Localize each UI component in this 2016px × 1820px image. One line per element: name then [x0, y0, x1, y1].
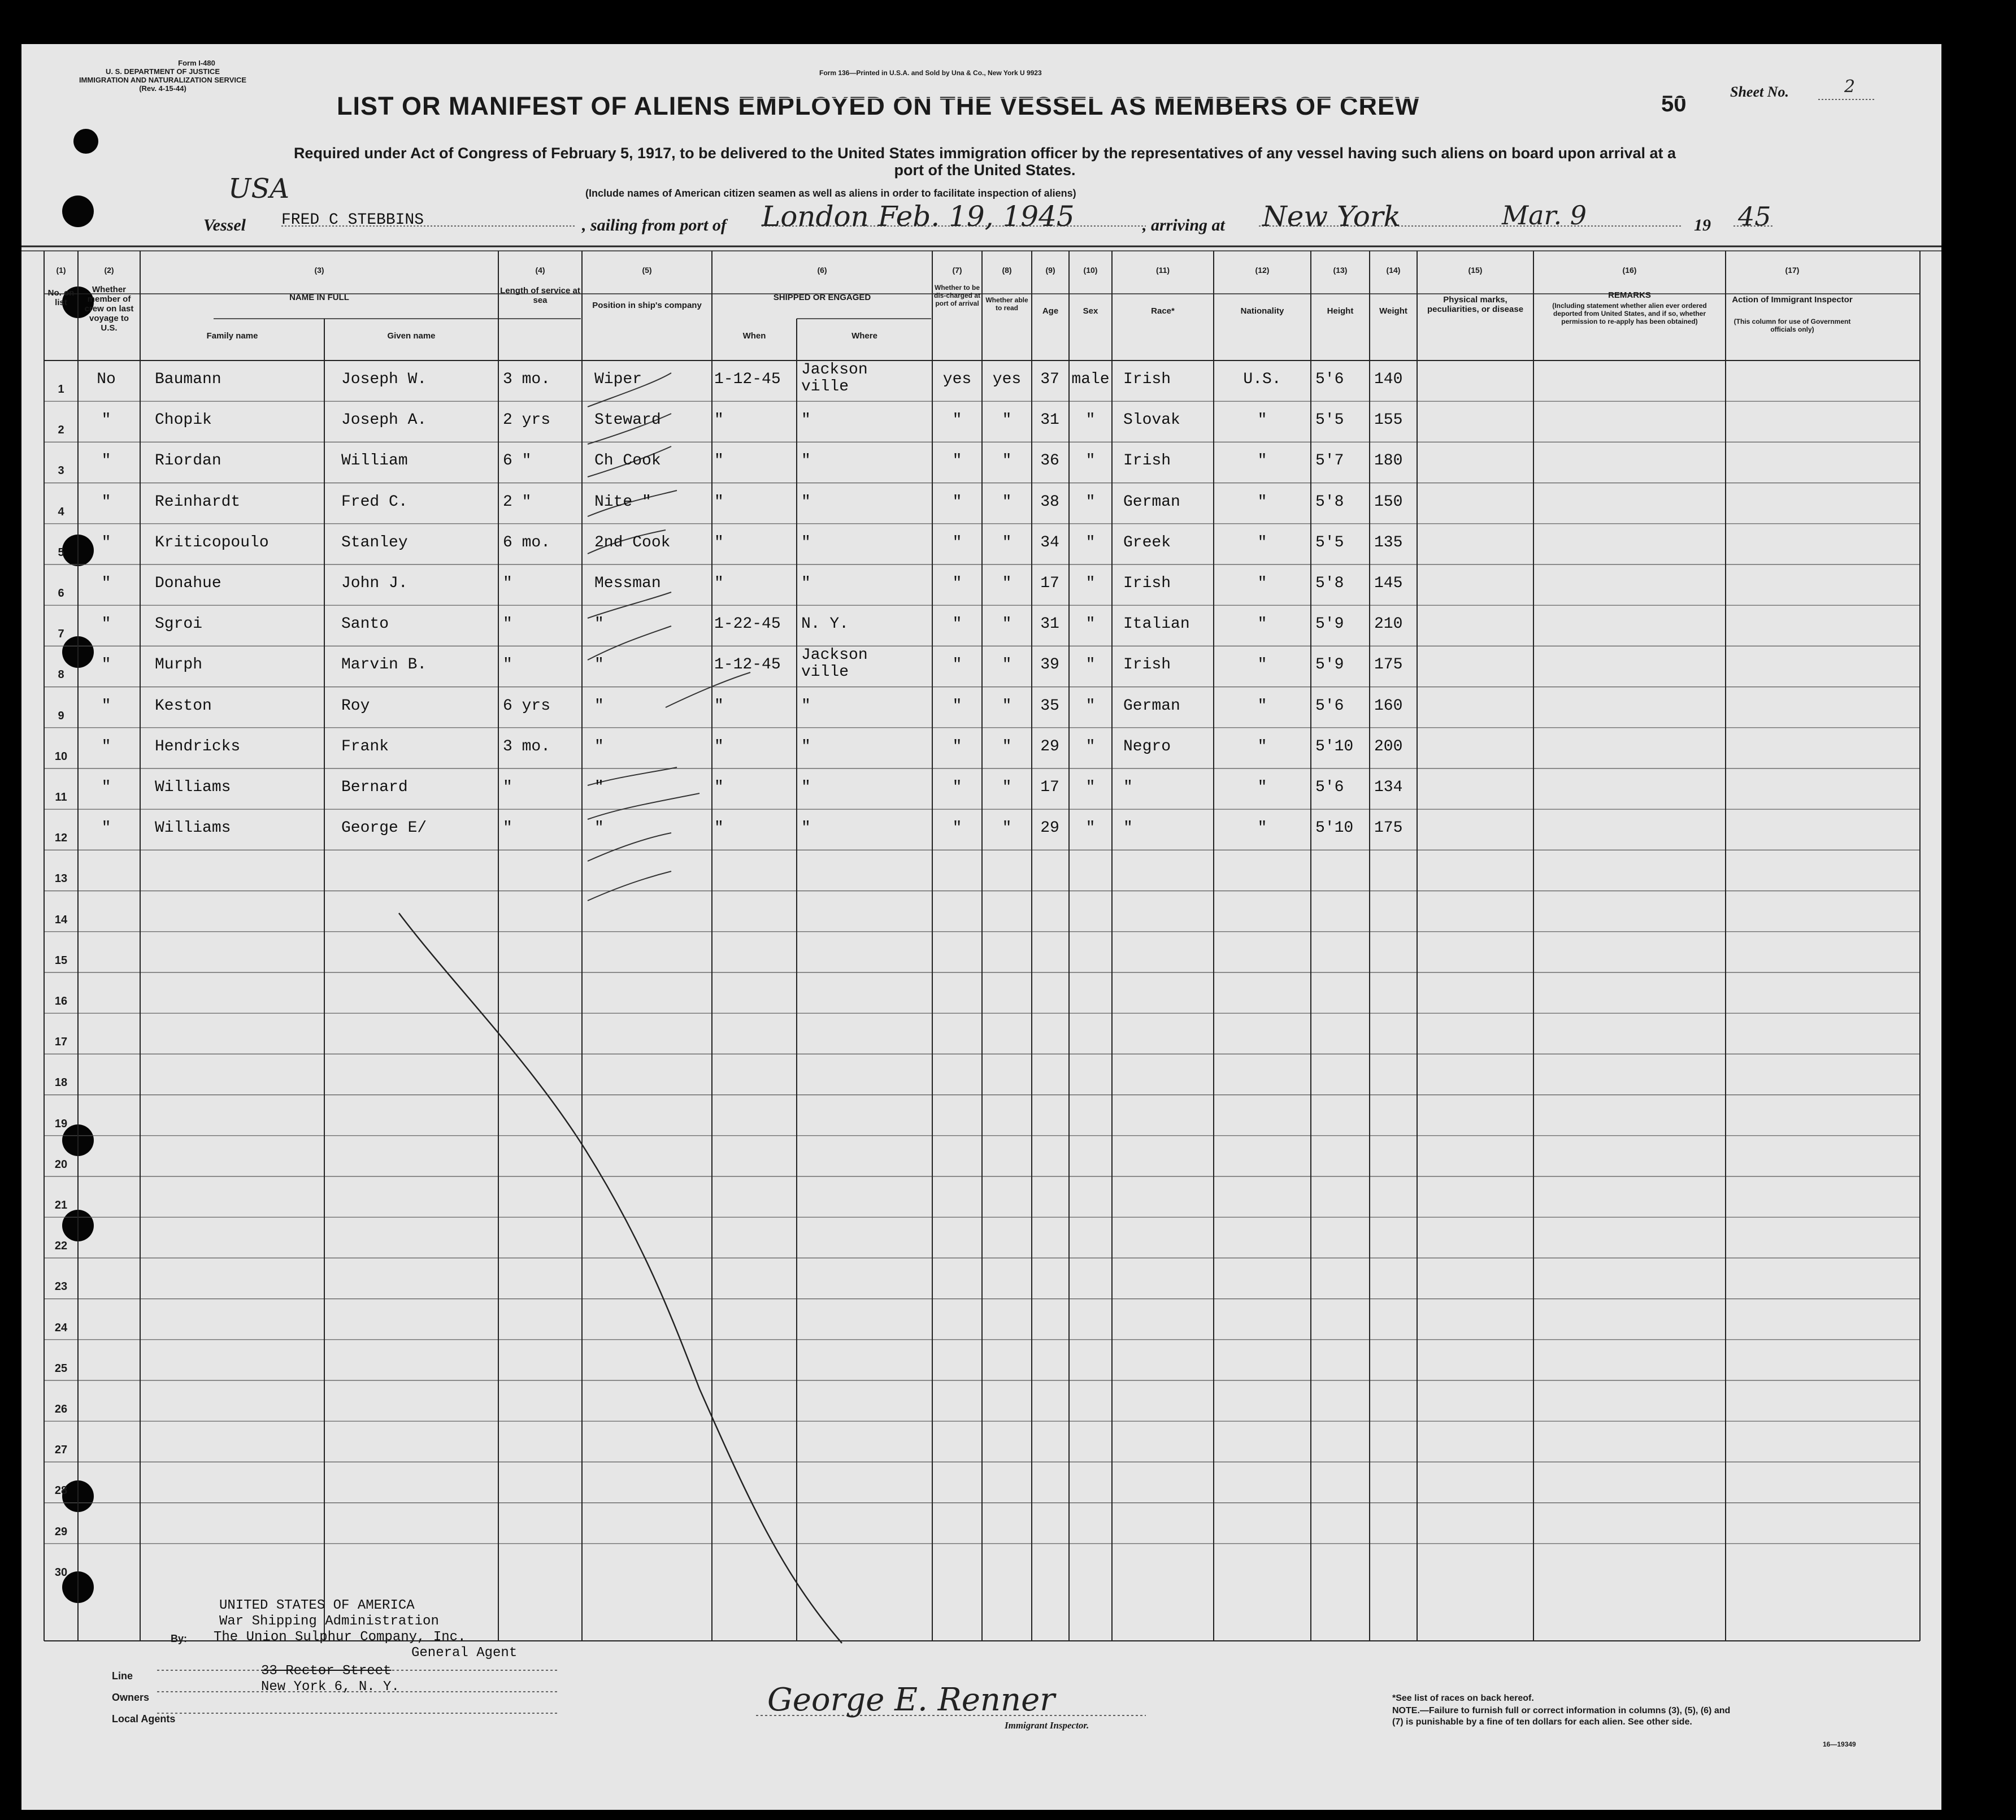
cell-age: 39 [1040, 656, 1059, 674]
cell-weight: 210 [1374, 615, 1403, 633]
cell-nationality: " [1257, 452, 1267, 470]
cell-when: 1-12-45 [714, 656, 781, 674]
cell-age: 29 [1040, 737, 1059, 755]
col-member-last-voyage: Whether member of crew on last voyage to U.S. [84, 285, 134, 333]
form-number: Form I-480 [178, 59, 215, 67]
cell-where: " [801, 697, 811, 715]
cell-given: Santo [341, 615, 389, 633]
line-label: Line [112, 1670, 133, 1682]
cell-discharged: " [952, 779, 962, 796]
cell-member: " [101, 411, 111, 429]
cell-family: Williams [155, 819, 231, 837]
row-number: 17 [54, 1036, 68, 1049]
cell-sex: male [1071, 371, 1110, 388]
col-name-in-full: NAME IN FULL [289, 293, 349, 302]
cell-nationality: " [1257, 575, 1267, 592]
note-text: —Failure to furnish full or correct information in columns (3), (5), (6) and (7) is punishable by a fine of ten dollars for each alien. See other side. [1392, 1706, 1731, 1727]
cell-where: Jackson ville [801, 646, 868, 681]
cell-race: Negro [1123, 737, 1171, 755]
col-9-number: (9) [1045, 266, 1055, 275]
cell-height: 5'7 [1315, 452, 1344, 470]
cell-discharged: " [952, 819, 962, 837]
cell-read: " [1002, 575, 1012, 592]
cell-given: George E/ [341, 819, 427, 837]
col-remarks: REMARKS [1608, 290, 1651, 300]
cell-member: " [101, 575, 111, 592]
row-number: 19 [54, 1117, 68, 1130]
col-17-number: (17) [1785, 266, 1800, 275]
cell-age: 35 [1040, 697, 1059, 715]
cell-weight: 175 [1374, 656, 1403, 674]
cell-sex: " [1085, 452, 1096, 470]
cell-family: Chopik [155, 411, 212, 429]
cell-discharged: " [952, 493, 962, 511]
row-number: 13 [54, 872, 68, 885]
cell-when: " [714, 737, 724, 755]
year-prefix: 19 [1694, 216, 1711, 234]
cell-race: German [1123, 697, 1180, 715]
vessel-name: FRED C STEBBINS [281, 211, 424, 229]
cell-discharged: " [952, 697, 962, 715]
cell-read: " [1002, 411, 1012, 429]
cell-sex: " [1085, 575, 1096, 592]
col-length-of-service: Length of service at sea [500, 286, 580, 305]
col-where: Where [851, 331, 877, 341]
vessel-label: Vessel [203, 216, 246, 234]
col-7-number: (7) [952, 266, 962, 275]
cell-sex: " [1085, 656, 1096, 674]
cell-nationality: " [1257, 819, 1267, 837]
col-age: Age [1042, 306, 1059, 316]
sailing-from: London Feb. 19, 1945 [762, 200, 1075, 233]
cell-race: Irish [1123, 656, 1171, 674]
cell-nationality: " [1257, 533, 1267, 551]
row-number: 26 [54, 1403, 68, 1415]
cell-race: Irish [1123, 371, 1171, 388]
cell-where: " [801, 819, 811, 837]
cell-service: 6 yrs [503, 697, 551, 715]
cell-read: " [1002, 737, 1012, 755]
cell-discharged: " [952, 656, 962, 674]
printer-line: Form 136—Printed in U.S.A. and Sold by Una & Co., New York U 9923 [819, 69, 1042, 77]
col-6-number: (6) [817, 266, 827, 275]
cell-age: 29 [1040, 819, 1059, 837]
row-number: 1 [58, 383, 64, 396]
cell-position: " [594, 615, 604, 633]
cell-discharged: " [952, 737, 962, 755]
row-number: 9 [58, 709, 64, 722]
cell-service: 2 yrs [503, 411, 551, 429]
cell-read: " [1002, 493, 1012, 511]
cell-height: 5'6 [1315, 371, 1344, 388]
row-number: 23 [54, 1280, 68, 1293]
cell-where: " [801, 779, 811, 796]
cell-position: Wiper [594, 371, 642, 388]
cell-discharged: " [952, 452, 962, 470]
cell-where: N. Y. [801, 615, 849, 633]
cell-given: John J. [341, 575, 408, 592]
cell-height: 5'6 [1315, 779, 1344, 796]
cell-race: " [1123, 819, 1133, 837]
cell-service: 2 " [503, 493, 532, 511]
cell-discharged: yes [942, 371, 972, 388]
col-no-on-list: No. on list [47, 288, 75, 307]
col-1-number: (1) [56, 266, 66, 275]
col-11-number: (11) [1155, 266, 1170, 275]
cell-read: yes [992, 371, 1022, 388]
sheet-label: Sheet No. [1730, 84, 1789, 100]
cell-where: Jackson ville [801, 361, 868, 396]
cell-member: " [101, 656, 111, 674]
cell-service: " [503, 819, 512, 837]
cell-service: " [503, 656, 512, 674]
col-remarks-sub: (Including statement whether alien ever ordered deported from United States, and if so, whether permission to re-apply has been obtained) [1552, 302, 1707, 325]
cell-position: Steward [594, 411, 661, 429]
cell-member: No [97, 371, 116, 388]
form-code: 16—19349 [1823, 1740, 1856, 1748]
cell-service: 3 mo. [503, 371, 551, 388]
cell-nationality: " [1257, 737, 1267, 755]
cell-discharged: " [952, 575, 962, 592]
cell-where: " [801, 737, 811, 755]
strike-line [399, 913, 842, 1643]
cell-race: Greek [1123, 533, 1171, 551]
cell-race: Slovak [1123, 411, 1180, 429]
col-sex: Sex [1083, 306, 1098, 316]
col-able-to-read: Whether able to read [985, 296, 1028, 312]
row-number: 11 [55, 791, 67, 803]
failure-note [1392, 1705, 1731, 1728]
cell-member: " [101, 819, 111, 837]
cell-family: Baumann [155, 371, 221, 388]
col-3-number: (3) [314, 266, 324, 275]
cell-nationality: U.S. [1243, 371, 1281, 388]
cell-nationality: " [1257, 493, 1267, 511]
cell-age: 17 [1040, 779, 1059, 796]
row-number: 3 [58, 464, 64, 477]
cell-weight: 135 [1374, 533, 1403, 551]
row-number: 18 [54, 1076, 68, 1089]
races-note: *See list of races on back hereof. [1392, 1693, 1534, 1703]
cell-weight: 140 [1374, 371, 1403, 388]
col-14-number: (14) [1386, 266, 1401, 275]
col-shipped-or-engaged: SHIPPED OR ENGAGED [773, 293, 871, 302]
cell-family: Murph [155, 656, 203, 674]
sailing-label: , sailing from port of [582, 216, 727, 234]
note-label: NOTE. [1392, 1706, 1420, 1715]
cell-weight: 145 [1374, 575, 1403, 592]
include-note: (Include names of American citizen seamen as well as aliens in order to facilitate inspection of aliens) [585, 188, 1076, 199]
cell-service: " [503, 575, 512, 592]
cell-read: " [1002, 779, 1012, 796]
row-number: 25 [54, 1362, 68, 1375]
owners-label: Owners [112, 1692, 150, 1703]
cell-where: " [801, 493, 811, 511]
cell-race: Irish [1123, 575, 1171, 592]
cell-sex: " [1085, 819, 1096, 837]
cell-given: Stanley [341, 533, 408, 551]
cell-discharged: " [952, 411, 962, 429]
page-number: 50 [1661, 92, 1687, 116]
inspector-label: Immigrant Inspector. [1005, 1720, 1089, 1731]
cell-member: " [101, 697, 111, 715]
cell-position: " [594, 819, 604, 837]
row-number: 16 [54, 995, 68, 1007]
cell-read: " [1002, 452, 1012, 470]
cell-service: 6 mo. [503, 533, 551, 551]
cell-age: 34 [1040, 533, 1059, 551]
manifest-sheet [21, 44, 1941, 1810]
col-nationality: Nationality [1240, 306, 1284, 316]
cell-weight: 150 [1374, 493, 1403, 511]
arrival-date: Mar. 9 [1502, 200, 1587, 231]
row-number: 21 [54, 1199, 68, 1211]
cell-when: " [714, 697, 724, 715]
cell-height: 5'6 [1315, 697, 1344, 715]
form-service: IMMIGRATION AND NATURALIZATION SERVICE [79, 76, 247, 84]
cell-nationality: " [1257, 411, 1267, 429]
cell-family: Kriticopoulo [155, 533, 269, 551]
cell-nationality: " [1257, 779, 1267, 796]
cell-age: 31 [1040, 411, 1059, 429]
cell-given: Joseph W. [341, 371, 427, 388]
cell-height: 5'9 [1315, 656, 1344, 674]
row-number: 24 [54, 1321, 68, 1334]
cell-given: Roy [341, 697, 370, 715]
col-15-number: (15) [1468, 266, 1483, 275]
cell-nationality: " [1257, 697, 1267, 715]
cell-family: Reinhardt [155, 493, 241, 511]
row-number: 30 [54, 1566, 68, 1579]
cell-where: " [801, 533, 811, 551]
cell-position: 2nd Cook [594, 533, 671, 551]
agent-line-4: General Agent [411, 1645, 518, 1661]
cell-nationality: " [1257, 615, 1267, 633]
cell-when: " [714, 533, 724, 551]
cell-service: " [503, 615, 512, 633]
cell-weight: 200 [1374, 737, 1403, 755]
row-number: 22 [54, 1240, 68, 1253]
cell-discharged: " [952, 533, 962, 551]
cell-discharged: " [952, 615, 962, 633]
cell-age: 38 [1040, 493, 1059, 511]
row-number: 8 [58, 668, 64, 681]
cell-read: " [1002, 615, 1012, 633]
cell-sex: " [1085, 533, 1096, 551]
cell-family: Donahue [155, 575, 221, 592]
row-number: 27 [54, 1444, 68, 1457]
cell-height: 5'10 [1315, 819, 1354, 837]
arriving-at: New York [1262, 200, 1401, 233]
sheet-number: 2 [1844, 77, 1856, 97]
col-8-number: (8) [1002, 266, 1012, 275]
cell-member: " [101, 533, 111, 551]
cell-when: 1-22-45 [714, 615, 781, 633]
cell-where: " [801, 411, 811, 429]
cell-age: 17 [1040, 575, 1059, 592]
cell-position: " [594, 656, 604, 674]
col-when: When [742, 331, 766, 341]
cell-weight: 160 [1374, 697, 1403, 715]
col-family-name: Family name [206, 331, 258, 341]
col-discharged: Whether to be dis-charged at port of arrival [933, 284, 981, 307]
cell-family: Hendricks [155, 737, 241, 755]
row-number: 10 [54, 750, 68, 763]
cell-where: " [801, 452, 811, 470]
cell-given: Marvin B. [341, 656, 427, 674]
row-number: 4 [58, 505, 64, 518]
cell-read: " [1002, 697, 1012, 715]
cell-weight: 134 [1374, 779, 1403, 796]
cell-when: " [714, 452, 724, 470]
col-race: Race* [1151, 306, 1175, 316]
cell-race: Italian [1123, 615, 1190, 633]
row-number: 6 [58, 587, 64, 600]
row-number: 2 [58, 424, 64, 437]
cell-sex: " [1085, 411, 1096, 429]
cell-height: 5'5 [1315, 533, 1344, 551]
cell-race: " [1123, 779, 1133, 796]
cell-member: " [101, 737, 111, 755]
address-1: 33 Rector Street [261, 1663, 392, 1679]
col-4-number: (4) [535, 266, 545, 275]
subtitle-line-1: Required under Act of Congress of February 5, 1917, to be delivered to the United States immigration officer by the representatives of any vessel having such aliens on board upon arrival at a [293, 145, 1676, 162]
vessel-flag: USA [228, 173, 289, 205]
by-label: By: [171, 1633, 188, 1644]
cell-given: Joseph A. [341, 411, 427, 429]
cell-member: " [101, 452, 111, 470]
cell-service: 6 " [503, 452, 532, 470]
cell-position: Ch Cook [594, 452, 661, 470]
cell-sex: " [1085, 493, 1096, 511]
form-dept: U. S. DEPARTMENT OF JUSTICE [106, 67, 220, 76]
cell-given: Frank [341, 737, 389, 755]
col-physical-marks: Physical marks, peculiarities, or disease [1427, 295, 1524, 314]
cell-age: 36 [1040, 452, 1059, 470]
cell-height: 5'9 [1315, 615, 1344, 633]
cell-family: Keston [155, 697, 212, 715]
cell-position: Nite " [594, 493, 651, 511]
cell-weight: 180 [1374, 452, 1403, 470]
cell-position: " [594, 779, 604, 796]
cell-given: Bernard [341, 779, 408, 796]
year-suffix: 45 [1738, 201, 1771, 232]
cell-member: " [101, 493, 111, 511]
cell-age: 31 [1040, 615, 1059, 633]
cell-when: " [714, 819, 724, 837]
cell-position: Messman [594, 575, 661, 592]
cell-height: 5'10 [1315, 737, 1354, 755]
inspector-signature: George E. Renner [767, 1682, 1055, 1718]
cell-family: Riordan [155, 452, 221, 470]
col-10-number: (10) [1083, 266, 1098, 275]
cell-read: " [1002, 819, 1012, 837]
row-number: 15 [54, 954, 68, 967]
cell-read: " [1002, 656, 1012, 674]
col-weight: Weight [1379, 306, 1407, 316]
agent-line-2: War Shipping Administration [219, 1614, 439, 1629]
arriving-label: , arriving at [1142, 216, 1225, 234]
row-number: 12 [54, 832, 68, 845]
cell-given: William [341, 452, 408, 470]
cell-read: " [1002, 533, 1012, 551]
cell-nationality: " [1257, 656, 1267, 674]
row-number: 14 [54, 913, 68, 926]
cell-race: German [1123, 493, 1180, 511]
cell-family: Williams [155, 779, 231, 796]
row-number: 28 [54, 1484, 68, 1497]
cell-service: 3 mo. [503, 737, 551, 755]
cell-weight: 175 [1374, 819, 1403, 837]
col-position: Position in ship's company [592, 301, 702, 310]
col-13-number: (13) [1333, 266, 1348, 275]
col-given-name: Given name [387, 331, 436, 341]
col-12-number: (12) [1255, 266, 1270, 275]
cell-when: " [714, 493, 724, 511]
cell-height: 5'8 [1315, 575, 1344, 592]
row-number: 7 [58, 628, 64, 641]
col-5-number: (5) [642, 266, 652, 275]
form-rev: (Rev. 4-15-44) [139, 84, 186, 93]
cell-race: Irish [1123, 452, 1171, 470]
cell-member: " [101, 779, 111, 796]
cell-height: 5'8 [1315, 493, 1344, 511]
cell-member: " [101, 615, 111, 633]
cell-when: " [714, 575, 724, 592]
cell-position: " [594, 737, 604, 755]
cell-family: Sgroi [155, 615, 203, 633]
col-2-number: (2) [104, 266, 114, 275]
cell-given: Fred C. [341, 493, 408, 511]
cell-sex: " [1085, 737, 1096, 755]
cell-sex: " [1085, 779, 1096, 796]
form-title: LIST OR MANIFEST OF ALIENS EMPLOYED ON THE VESSEL AS MEMBERS OF CREW [337, 92, 1420, 120]
cell-when: 1-12-45 [714, 371, 781, 388]
col-action: Action of Immigrant Inspector [1732, 295, 1853, 305]
cell-weight: 155 [1374, 411, 1403, 429]
row-number: 5 [58, 546, 64, 559]
agent-line-3: The Union Sulphur Company, Inc. [214, 1630, 466, 1645]
row-number: 29 [54, 1525, 68, 1538]
cell-sex: " [1085, 615, 1096, 633]
cell-height: 5'5 [1315, 411, 1344, 429]
cell-when: " [714, 411, 724, 429]
col-height: Height [1327, 306, 1354, 316]
local-agents-label: Local Agents [112, 1713, 176, 1725]
col-action-sub: (This column for use of Government officials only) [1733, 318, 1851, 333]
cell-position: " [594, 697, 604, 715]
cell-service: " [503, 779, 512, 796]
cell-age: 37 [1040, 371, 1059, 388]
cell-where: " [801, 575, 811, 592]
row-number: 20 [54, 1158, 68, 1171]
subtitle-line-2: port of the United States. [894, 162, 1076, 179]
cell-sex: " [1085, 697, 1096, 715]
col-16-number: (16) [1622, 266, 1637, 275]
address-2: New York 6, N. Y. [261, 1679, 399, 1695]
agent-line-1: UNITED STATES OF AMERICA [219, 1598, 415, 1613]
cell-when: " [714, 779, 724, 796]
